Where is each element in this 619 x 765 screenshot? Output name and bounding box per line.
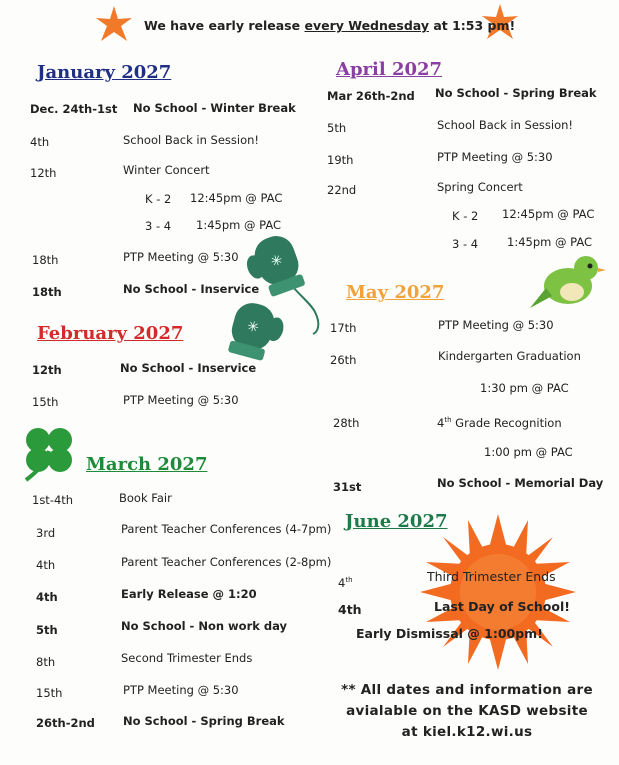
event-date: 8th [36,655,56,669]
event-name: PTP Meeting @ 5:30 [438,318,554,332]
event-date: 5th [327,121,347,135]
event-name-sup: th [444,416,452,424]
event-name: No School - Winter Break [133,101,296,115]
website-note-line: ** All dates and information are [341,682,593,698]
event-name: No School - Spring Break [123,714,285,728]
grade-label: K - 2 [145,192,172,206]
event-date: 26th [330,353,357,367]
event-date [338,573,353,590]
event-date: 3rd [36,526,56,540]
event-name: PTP Meeting @ 5:30 [123,250,239,264]
website-note [332,680,602,743]
banner-text: We have early release [144,18,305,33]
grade-label: 3 - 4 [145,219,172,233]
event-name: PTP Meeting @ 5:30 [123,683,239,697]
month-heading-may: May 2027 [346,282,445,303]
event-date: 4th [30,135,50,149]
event-date: 26th-2nd [36,716,95,730]
event-date: Mar 26th-2nd [327,89,415,103]
event-date: 1st-4th [32,493,74,507]
event-date: 28th [333,416,360,430]
event-time: 1:00 pm @ PAC [484,445,573,459]
event-name: Winter Concert [123,163,210,177]
event-name: PTP Meeting @ 5:30 [123,393,239,407]
event-name-part: Grade Recognition [451,415,562,430]
event-name: Second Trimester Ends [121,651,253,665]
shamrock-icon [16,418,82,484]
event-name: Kindergarten Graduation [438,349,581,363]
event-name: No School - Spring Break [435,86,597,100]
event-name: School Back in Session! [123,133,260,147]
event-name: No School - Inservice [120,361,257,375]
event-date: 18th [32,285,62,299]
event-name: Last Day of School! [434,599,570,614]
concert-time: 12:45pm @ PAC [502,207,595,221]
event-name: No School - Non work day [121,619,288,633]
event-date: 15th [32,395,59,409]
star-icon [94,4,134,44]
event-name: No School - Inservice [123,282,260,296]
event-time: 1:30 pm @ PAC [480,381,569,395]
event-date: 18th [32,253,59,267]
grade-label: 3 - 4 [452,237,479,251]
mitten-icon [225,232,335,362]
event-name: PTP Meeting @ 5:30 [437,150,553,164]
event-date: Dec. 24th-1st [30,102,118,116]
month-heading-june: June 2027 [345,511,448,532]
bird-icon [528,248,608,318]
month-heading-january: January 2027 [37,62,172,83]
website-note-line: at kiel.k12.wi.us [401,724,533,740]
month-heading-april: April 2027 [336,59,443,80]
event-date: 19th [327,153,354,167]
event-date: 4th [36,558,56,572]
event-name: Parent Teacher Conferences (4-7pm) [121,522,332,536]
grade-label: K - 2 [452,209,479,223]
event-name: Third Trimester Ends [427,569,556,584]
sun-icon [418,512,578,672]
svg-text:✳: ✳ [268,251,286,271]
month-heading-february: February 2027 [37,323,184,344]
event-date-sup: th [345,576,353,584]
event-date: 4th [36,590,58,604]
event-date: 4th [338,602,362,617]
event-date: 17th [330,321,357,335]
event-name: Spring Concert [437,180,523,194]
svg-text:✳: ✳ [245,318,261,337]
event-name: Book Fair [119,491,172,505]
event-name: Parent Teacher Conferences (2-8pm) [121,555,332,569]
event-name-part: 4 [437,415,445,430]
concert-time: 1:45pm @ PAC [507,235,593,249]
website-note-line: avialable on the KASD website [346,703,588,719]
event-date: 15th [36,686,63,700]
event-name: School Back in Session! [437,118,574,132]
event-date: 12th [32,363,62,377]
event-date-part: 4 [338,575,346,590]
event-name: No School - Memorial Day [437,476,604,490]
concert-time: 1:45pm @ PAC [196,218,282,232]
early-release-banner [144,18,515,33]
banner-emphasis: every Wednesday [304,18,429,33]
banner-text: at 1:53 pm! [428,18,516,33]
event-date: 22nd [327,183,357,197]
event-date: 12th [30,166,57,180]
concert-time: 12:45pm @ PAC [190,191,283,205]
event-date: 5th [36,623,58,637]
event-name: Early Release @ 1:20 [121,587,257,601]
event-date: 31st [333,480,362,494]
early-dismissal-note: Early Dismissal @ 1:00pm! [356,626,543,641]
event-name [437,413,562,430]
month-heading-march: March 2027 [86,454,208,475]
